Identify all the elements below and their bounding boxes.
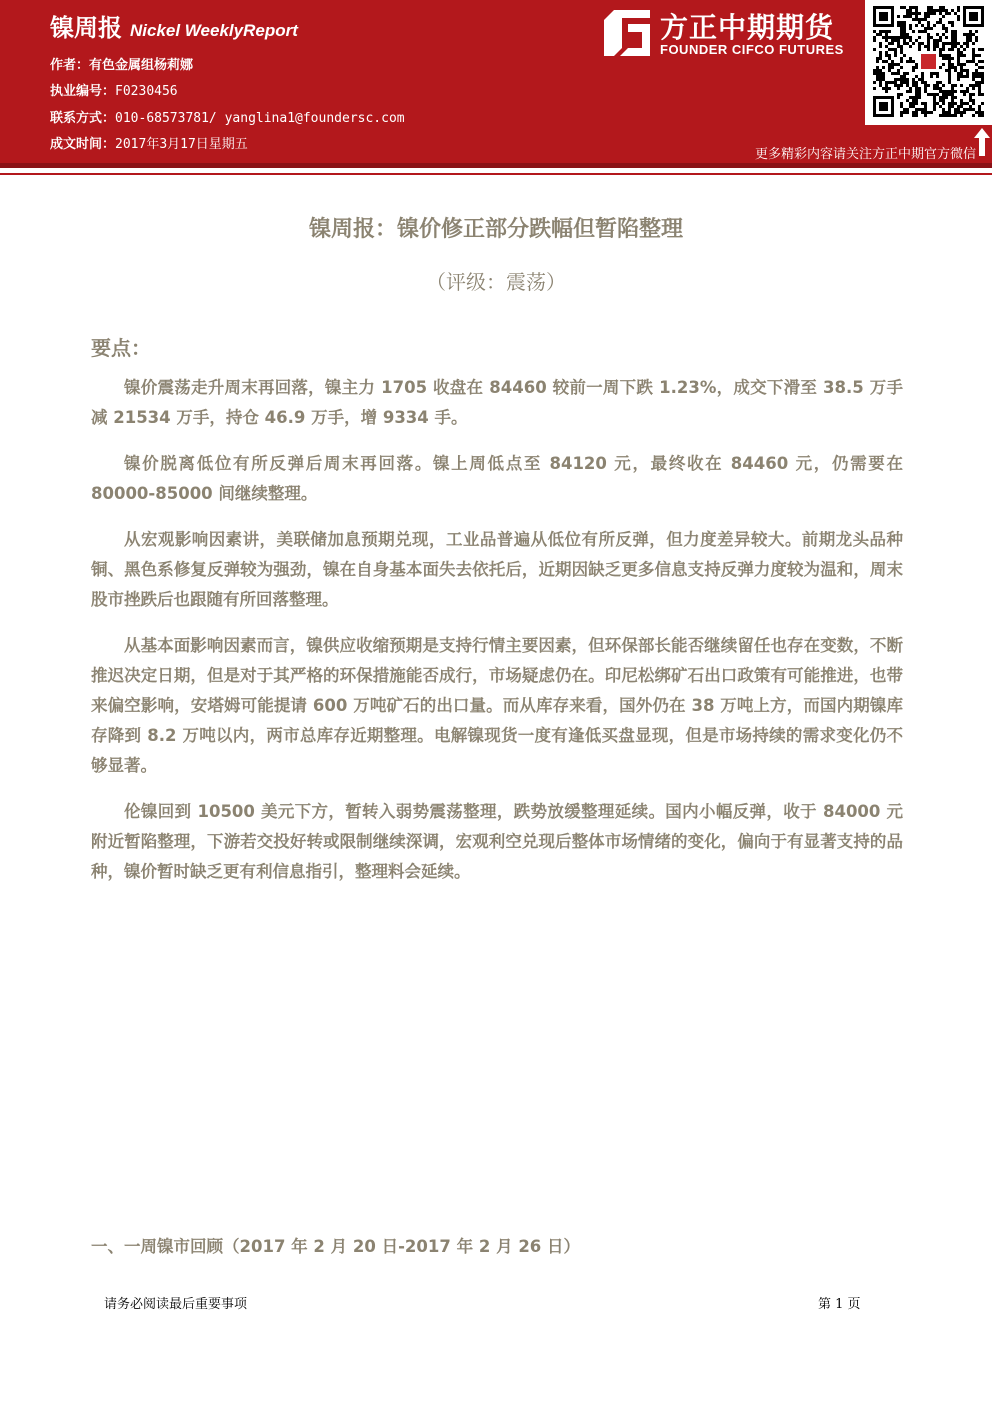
paragraph-1: 镍价震荡走升周末再回落，镍主力 1705 收盘在 84460 较前一周下跌 1.23%，成交下滑至 38.5 万手减 21534 万手，持仓 46.9 万手，增 9334 手。 [91, 378, 903, 427]
wechat-qr-code [865, 0, 992, 125]
qr-code-icon [873, 6, 984, 117]
header-divider [0, 163, 992, 168]
company-logo [604, 6, 864, 60]
key-points-heading: 要点： [91, 336, 151, 360]
report-series-title-en: Nickel WeeklyReport [130, 21, 298, 40]
section-review-heading: 一、一周镍市回顾（2017 年 2 月 20 日-2017 年 2 月 26 日） [91, 1237, 581, 1256]
contact-label: 联系方式： [50, 111, 116, 126]
date-label: 成文时间： [50, 137, 116, 152]
company-name-cn: 方正中期期货 [660, 11, 835, 44]
author-label: 作者： [50, 58, 90, 73]
paragraph-3: 从宏观影响因素讲，美联储加息预期兑现，工业品普遍从低位有所反弹，但力度差异较大。前期龙头品种铜、黑色系修复反弹较为强劲，镍在自身基本面失去依托后，近期因缺乏更多信息支持反弹力度较为温和，周末股市挫跌后也跟随有所回落整理。 [91, 530, 903, 609]
author-value: 有色金属组杨莉娜 [89, 58, 194, 73]
report-series-title-cn: 镍周报 [50, 14, 122, 42]
document-title: 镍周报：镍价修正部分跌幅但暂陷整理 [308, 216, 683, 242]
date-value: 2017年3月17日星期五 [115, 137, 248, 152]
header-divider-thin [0, 173, 992, 175]
report-series-title [50, 8, 298, 43]
paragraph-4: 从基本面影响因素而言，镍供应收缩预期是支持行情主要因素，但环保部长能否继续留任也存在变数，不断推迟决定日期，但是对于其严格的环保措施能否成行，市场疑虑仍在。印尼松绑矿石出口政策有可能推进，也带来偏空影响，安塔姆可能提请 600 万吨矿石的出口量。而从库存来看，国外仍在 38 万吨上方，而国内期镍库存降到 8.2 万吨以内，两市总库存近期整理。电解镍现货一度有逢低买盘显现，但是市场持续的需求变化仍不够显著。 [91, 636, 903, 775]
license-value: F0230456 [115, 84, 178, 99]
paragraph-5: 伦镍回到 10500 美元下方，暂转入弱势震荡整理，跌势放缓整理延续。国内小幅反弹，收于 84000 元附近暂陷整理，下游若交投好转或限制继续深调，宏观利空兑现后整体市场情绪的变化，偏向于有显著支持的品种，镍价暂时缺乏更有利信息指引，整理料会延续。 [91, 802, 903, 881]
paragraph-2: 镍价脱离低位有所反弹后周末再回落。镍上周低点至 84120 元，最终收在 84460 元，仍需要在 80000-85000 间继续整理。 [91, 454, 903, 503]
author-line [50, 54, 193, 73]
company-logo-mark-icon [604, 10, 650, 56]
footer-notice: 请务必阅读最后重要事项 [104, 1297, 248, 1312]
contact-value: 010-68573781/ yanglina1@foundersc.com [115, 111, 405, 126]
arrow-up-icon [974, 128, 990, 156]
license-line [50, 80, 178, 99]
page-number: 第 1 页 [818, 1297, 861, 1312]
rating-label: （评级：震荡） [426, 270, 566, 294]
company-name-en: FOUNDER CIFCO FUTURES [660, 42, 844, 57]
contact-line [50, 107, 405, 126]
follow-wechat-text: 更多精彩内容请关注方正中期官方微信 [754, 147, 976, 162]
date-line [50, 133, 248, 152]
license-label: 执业编号： [50, 84, 116, 99]
